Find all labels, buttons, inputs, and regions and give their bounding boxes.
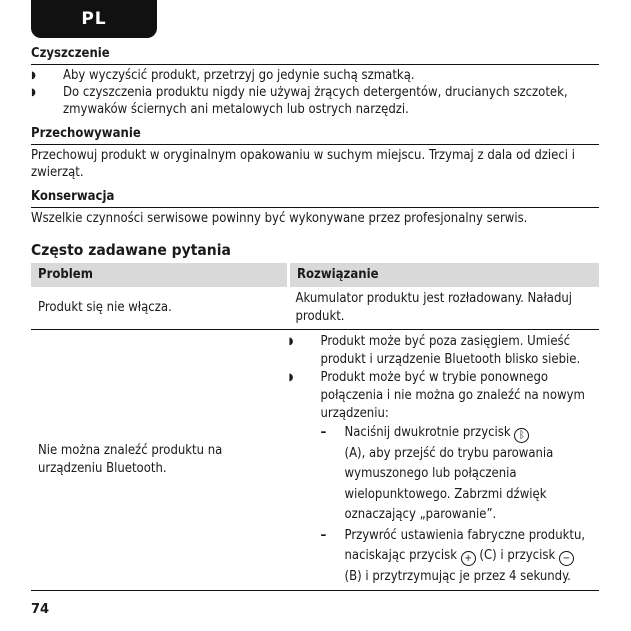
storage-heading: Przechowywanie — [31, 126, 599, 145]
solution-cell — [289, 330, 600, 591]
solution-bullet-2: Produkt może być w trybie ponownego połączenia i nie można go znaleźć na nowym urządzeniu: — [320, 370, 585, 421]
language-code: PL — [81, 9, 107, 29]
list-item — [321, 423, 593, 526]
faq-heading: Często zadawane pytania — [31, 241, 231, 259]
faq-table — [31, 263, 599, 591]
table-row — [31, 287, 599, 330]
solution-sublist — [321, 423, 593, 587]
list-item — [31, 84, 599, 118]
page-number: 74 — [31, 602, 50, 617]
list-item — [289, 369, 593, 587]
dash-icon: – — [320, 527, 327, 543]
table-row — [31, 330, 599, 591]
solution-bullet-1: Produkt może być poza zasięgiem. Umieść produkt i urządzenie Bluetooth blisko siebie. — [320, 334, 581, 367]
storage-section — [31, 126, 599, 181]
maintenance-text: Wszelkie czynności serwisowe powinny być wykonywane przez profesjonalny serwis. — [31, 211, 528, 226]
step-2-post: (B) i przytrzymując je przez 4 sekundy. — [344, 568, 571, 584]
problem-cell: Produkt się nie włącza. — [31, 287, 289, 330]
bluetooth-icon: ᛒ — [514, 428, 529, 443]
table-header-row — [31, 263, 599, 287]
maintenance-heading: Konserwacja — [31, 189, 599, 208]
cleaning-heading: Czyszczenie — [31, 46, 599, 65]
list-item — [31, 67, 599, 84]
problem-column-header: Problem — [31, 263, 289, 287]
bullet-icon: ◗ — [288, 372, 294, 383]
list-item — [321, 526, 593, 588]
bullet-icon: ◗ — [31, 87, 36, 98]
content — [31, 46, 599, 591]
step-2-mid: (C) i przycisk — [479, 548, 556, 563]
cleaning-bullet-1: Aby wyczyścić produkt, przetrzyj go jedynie suchą szmatką. — [63, 68, 415, 83]
solution-list — [289, 333, 593, 587]
step-1-pre: Naciśnij dwukrotnie przycisk — [344, 425, 511, 440]
problem-cell: Nie można znaleźć produktu na urządzeniu Bluetooth. — [31, 330, 289, 591]
bullet-icon: ◗ — [288, 336, 294, 347]
list-item — [289, 333, 593, 369]
bullet-icon: ◗ — [31, 70, 36, 81]
language-tab — [31, 0, 157, 38]
cleaning-bullet-2: Do czyszczenia produktu nigdy nie używaj żrących detergentów, drucianych szczotek, zmywaków ściernych ani metalowych lub ostrych narzędzi. — [63, 85, 568, 117]
cleaning-list — [31, 67, 599, 118]
maintenance-section — [31, 189, 599, 227]
plus-icon: + — [461, 551, 476, 566]
step-2-pre: Przywróć ustawienia fabryczne produktu, naciskając przycisk — [344, 527, 586, 563]
cleaning-section — [31, 46, 599, 118]
step-1-post: (A), aby przejść do trybu parowania wymuszonego lub połączenia wielopunktowego. Zabrzmi dźwięk oznaczający „parowanie”. — [344, 445, 554, 522]
storage-text: Przechowuj produkt w oryginalnym opakowaniu w suchym miejscu. Trzymaj z dala od dzieci i zwierząt. — [31, 148, 576, 180]
minus-icon: − — [559, 551, 574, 566]
solution-column-header: Rozwiązanie — [289, 263, 600, 287]
solution-cell: Akumulator produktu jest rozładowany. Naładuj produkt. — [289, 287, 600, 330]
dash-icon: – — [320, 425, 327, 440]
